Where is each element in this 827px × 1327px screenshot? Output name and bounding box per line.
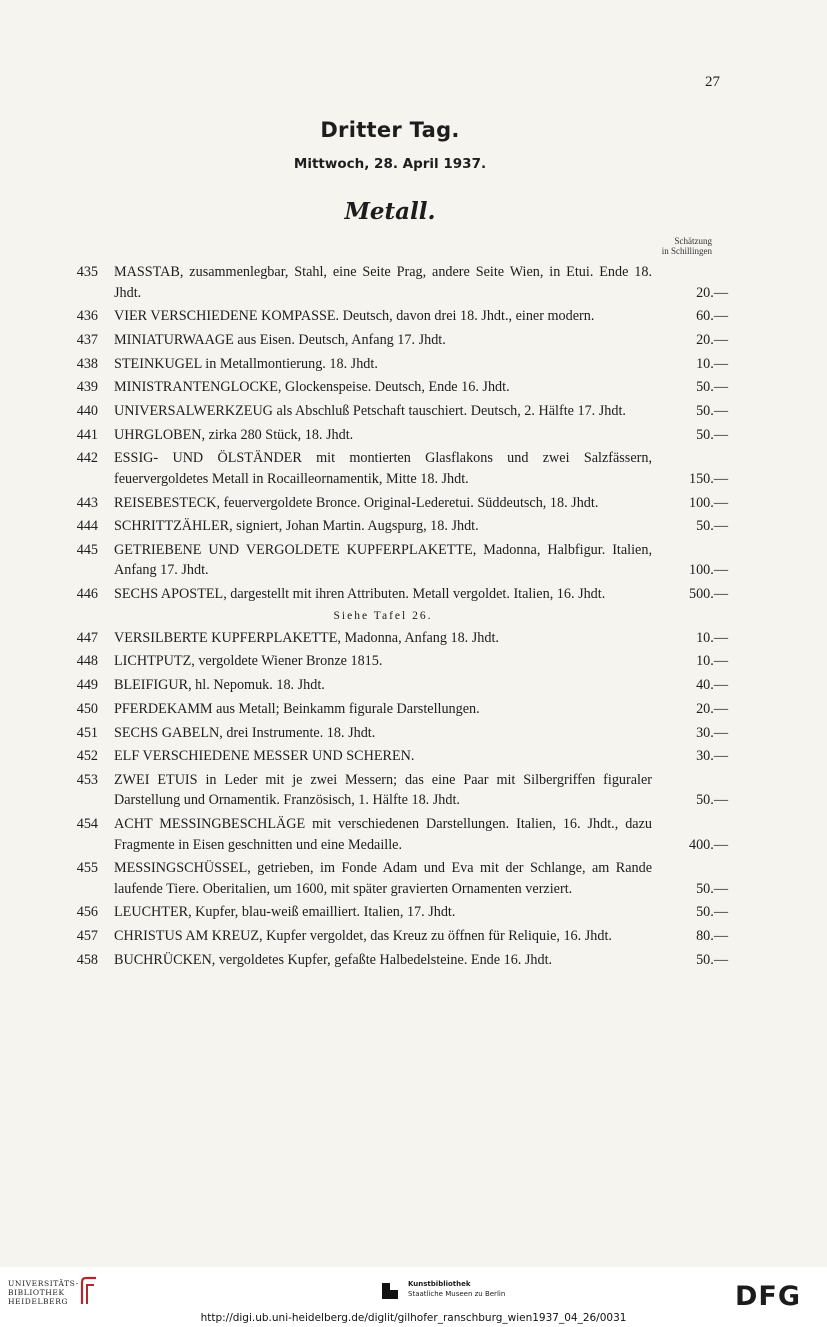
- estimate-header-line: in Schillingen: [661, 246, 712, 256]
- section-title: Metall.: [344, 198, 436, 225]
- lot-number: 453: [76, 771, 98, 788]
- catalog-entry: [68, 926, 728, 947]
- lot-description: MASSTAB, zusammenlegbar, Stahl, eine Seite Prag, andere Seite Wien, in Etui. Ende 18. Jhdt.: [114, 264, 652, 301]
- catalog-entry: [68, 723, 728, 744]
- lot-estimate: 10.—: [696, 653, 728, 670]
- lot-description: BLEIFIGUR, hl. Nepomuk. 18. Jhdt.: [114, 677, 325, 694]
- lot-description: REISEBESTECK, feuervergoldete Bronce. Original-Lederetui. Süddeutsch, 18. Jhdt.: [114, 494, 599, 511]
- kunstbibliothek-label: [408, 1279, 505, 1299]
- lot-estimate: 50.—: [696, 379, 728, 396]
- catalog-entry: [68, 377, 728, 398]
- lot-number: 457: [76, 928, 98, 945]
- lot-description: LEUCHTER, Kupfer, blau-weiß emailliert. Italien, 17. Jhdt.: [114, 904, 456, 921]
- lot-description: ZWEI ETUIS in Leder mit je zwei Messern; das eine Paar mit Silbergriffen figuraler Darstellung und Ornamentik. Französisch, 1. Hälfte 18. Jhdt.: [114, 771, 652, 809]
- catalog-entry: [68, 950, 728, 971]
- catalog-entry: [68, 448, 728, 489]
- catalog-entry: [68, 425, 728, 446]
- catalog-entry: [68, 858, 728, 899]
- catalog-entry: [68, 699, 728, 720]
- catalog-entry: [68, 770, 728, 811]
- lot-description: LICHTPUTZ, vergoldete Wiener Bronze 1815.: [114, 653, 383, 670]
- lot-number: 458: [76, 951, 98, 968]
- permalink-url[interactable]: http://digi.ub.uni-heidelberg.de/diglit/gilhofer_ranschburg_wien1937_04_26/0031: [200, 1312, 627, 1324]
- lot-estimate: 30.—: [696, 724, 728, 741]
- lot-description: BUCHRÜCKEN, vergoldetes Kupfer, gefaßte Halbedelsteine. Ende 16. Jhdt.: [114, 951, 553, 968]
- lot-description: SCHRITTZÄHLER, signiert, Johan Martin. Augspurg, 18. Jhdt.: [114, 518, 479, 535]
- university-logo-line: UNIVERSITÄTS-: [8, 1279, 79, 1288]
- lot-description: GETRIEBENE UND VERGOLDETE KUPFERPLAKETTE, Madonna, Halbfigur. Italien, Anfang 17. Jhdt.: [114, 541, 652, 579]
- lot-number: 445: [76, 541, 98, 558]
- catalog-entry: [68, 902, 728, 923]
- lot-number: 452: [76, 748, 98, 765]
- lot-estimate: 100.—: [688, 494, 728, 511]
- catalog-entry: [68, 628, 728, 649]
- lot-estimate: 10.—: [696, 355, 728, 372]
- lot-number: 444: [76, 518, 98, 535]
- lot-description: ACHT MESSINGBESCHLÄGE mit verschiedenen Darstellungen. Italien, 16. Jhdt., dazu Fragmente in Eisen geschnitten und eine Medaille.: [114, 816, 652, 853]
- lot-estimate: 150.—: [688, 470, 728, 487]
- catalog-entry: [68, 814, 728, 855]
- kunstbibliothek-name: Kunstbibliothek: [408, 1280, 471, 1288]
- lot-description: VERSILBERTE KUPFERPLAKETTE, Madonna, Anfang 18. Jhdt.: [114, 629, 499, 646]
- lot-estimate: 50.—: [696, 792, 728, 809]
- lot-description: CHRISTUS AM KREUZ, Kupfer vergoldet, das Kreuz zu öffnen für Reliquie, 16. Jhdt.: [114, 928, 612, 945]
- lot-number: 448: [76, 653, 98, 670]
- lot-description: MESSINGSCHÜSSEL, getrieben, im Fonde Adam und Eva mit der Schlange, am Rande laufende Tiere. Oberitalien, um 1600, mit später gravierten Ornamenten verziert.: [114, 860, 652, 897]
- lot-number: 443: [76, 494, 98, 511]
- lot-number: 449: [76, 677, 98, 694]
- lot-estimate: 100.—: [688, 562, 728, 579]
- day-title: Dritter Tag.: [320, 118, 460, 142]
- lot-estimate: 50.—: [696, 518, 728, 535]
- catalog-entry: [68, 401, 728, 422]
- lot-estimate: 60.—: [696, 308, 728, 325]
- university-mark-icon: [80, 1276, 98, 1306]
- lot-number: 438: [76, 355, 98, 372]
- lot-estimate: 50.—: [696, 402, 728, 419]
- lot-description: MINISTRANTENGLOCKE, Glockenspeise. Deutsch, Ende 16. Jhdt.: [114, 379, 510, 396]
- estimate-header: [600, 236, 712, 256]
- catalog-entry: [68, 493, 728, 514]
- catalog-entry: [68, 584, 728, 605]
- page-number: 27: [705, 74, 720, 90]
- lot-description: UNIVERSALWERKZEUG als Abschluß Petschaft tauschiert. Deutsch, 2. Hälfte 17. Jhdt.: [114, 402, 626, 419]
- plate-reference: Siehe Tafel 26.: [333, 609, 433, 622]
- lot-number: 446: [76, 586, 98, 603]
- lot-estimate: 80.—: [696, 928, 728, 945]
- catalog-entry: [68, 330, 728, 351]
- lot-description: ELF VERSCHIEDENE MESSER UND SCHEREN.: [114, 748, 415, 765]
- lot-estimate: 20.—: [696, 700, 728, 717]
- lot-number: 440: [76, 402, 98, 419]
- catalog-list: [68, 262, 728, 974]
- lot-number: 441: [76, 426, 98, 443]
- catalog-entry: [68, 516, 728, 537]
- lot-number: 451: [76, 724, 98, 741]
- catalog-entry: [68, 651, 728, 672]
- lot-description: UHRGLOBEN, zirka 280 Stück, 18. Jhdt.: [114, 426, 354, 443]
- lot-estimate: 30.—: [696, 748, 728, 765]
- day-date: Mittwoch, 28. April 1937.: [293, 156, 487, 172]
- university-library-logo: [8, 1279, 79, 1306]
- lot-description: ESSIG- UND ÖLSTÄNDER mit montierten Glasflakons und zwei Salzfässern, feuervergoldetes Metall in Rocailleornamentik, Mitte 18. Jhdt.: [114, 450, 652, 487]
- catalog-entry: [68, 746, 728, 767]
- museen-name: Staatliche Museen zu Berlin: [408, 1290, 506, 1298]
- catalog-entry: [68, 306, 728, 327]
- catalog-entry: [68, 354, 728, 375]
- lot-description: MINIATURWAAGE aus Eisen. Deutsch, Anfang 17. Jhdt.: [114, 331, 446, 348]
- lot-number: 436: [76, 308, 98, 325]
- lot-description: SECHS GABELN, drei Instrumente. 18. Jhdt.: [114, 724, 376, 741]
- catalog-entry: [68, 675, 728, 696]
- lot-estimate: 40.—: [696, 677, 728, 694]
- lot-estimate: 50.—: [696, 426, 728, 443]
- dfg-logo: DFG: [735, 1281, 802, 1312]
- lot-estimate: 20.—: [696, 284, 728, 301]
- lot-estimate: 400.—: [688, 836, 728, 853]
- university-logo-line: BIBLIOTHEK: [8, 1288, 65, 1297]
- lot-estimate: 50.—: [696, 951, 728, 968]
- lot-number: 456: [76, 904, 98, 921]
- lot-number: 454: [76, 816, 98, 833]
- lot-number: 447: [76, 629, 98, 646]
- lot-estimate: 500.—: [688, 586, 728, 603]
- lot-estimate: 10.—: [696, 629, 728, 646]
- lot-number: 455: [76, 860, 98, 877]
- lot-number: 450: [76, 700, 98, 717]
- lot-description: SECHS APOSTEL, dargestellt mit ihren Attributen. Metall vergoldet. Italien, 16. Jhdt.: [114, 586, 606, 603]
- lot-estimate: 20.—: [696, 331, 728, 348]
- lot-number: 435: [76, 264, 98, 280]
- lot-number: 437: [76, 331, 98, 348]
- estimate-header-line: Schätzung: [674, 236, 712, 246]
- lot-description: VIER VERSCHIEDENE KOMPASSE. Deutsch, davon drei 18. Jhdt., einer modern.: [114, 308, 595, 325]
- digitization-footer: [0, 1267, 827, 1327]
- lot-description: STEINKUGEL in Metallmontierung. 18. Jhdt.: [114, 355, 378, 372]
- catalog-entry: [68, 540, 728, 581]
- catalog-entry: [68, 262, 728, 303]
- university-logo-line: HEIDELBERG: [8, 1297, 69, 1306]
- lot-description: PFERDEKAMM aus Metall; Beinkamm figurale Darstellungen.: [114, 700, 480, 717]
- lot-number: 442: [76, 450, 98, 467]
- lot-estimate: 50.—: [696, 880, 728, 897]
- lot-estimate: 50.—: [696, 904, 728, 921]
- lot-number: 439: [76, 379, 98, 396]
- kunstbibliothek-logo-icon: [380, 1281, 400, 1301]
